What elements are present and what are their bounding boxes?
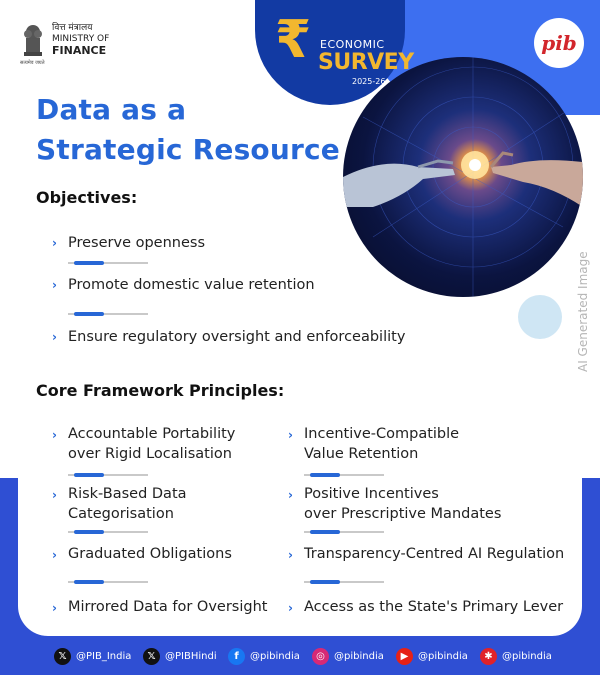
social-handle: @pibindia [418,651,468,662]
decorative-bubble [518,295,562,339]
koo-icon: ✱ [480,648,497,665]
principle-item [68,484,187,524]
chevron-right-icon: › [52,278,57,292]
rupee-icon: ₹ [275,10,312,70]
social-handle: @pibindia [502,651,552,662]
youtube-icon: ▶ [396,648,413,665]
ai-hands-illustration [343,57,583,297]
chevron-right-icon: › [288,548,293,562]
social-link[interactable] [143,648,217,665]
principle-line: Graduated Obligations [68,546,232,562]
principle-item [304,424,459,464]
objectives-heading: Objectives: [36,188,138,207]
pib-logo-text: pib [541,31,577,55]
badge-survey: SURVEY [318,50,414,75]
principle-item [304,544,564,564]
social-link[interactable] [312,648,384,665]
facebook-icon: f [228,648,245,665]
title-line1: Data as a [36,93,187,126]
item-underline [68,262,148,264]
item-underline [68,531,148,533]
national-emblem-icon [20,22,46,60]
badge-year: 2025-26 [352,77,386,86]
objective-item: Promote domestic value retention [68,277,315,293]
principle-line: Value Retention [304,446,419,462]
page-title [36,90,340,170]
social-link[interactable] [54,648,131,665]
item-underline [68,313,148,315]
ai-generated-label: AI Generated Image [576,251,590,372]
principles-heading: Core Framework Principles: [36,381,285,400]
principle-line: Access as the State's Primary Lever [304,599,564,615]
principle-item [68,544,232,564]
ai-hands-image [343,57,583,297]
principle-item [68,597,267,617]
principle-line: Mirrored Data for Oversight [68,599,268,615]
item-underline [68,474,148,476]
principle-line: over Prescriptive Mandates [304,506,502,522]
principle-line: Incentive-Compatible [304,426,460,442]
emblem-caption: सत्यमेव जयते [20,60,45,66]
social-handle: @pibindia [334,651,384,662]
ministry-hindi: वित्त मंत्रालय [52,23,93,33]
social-link[interactable] [228,648,300,665]
social-handle: @pibindia [250,651,300,662]
ministry-line1: MINISTRY OF [52,34,110,44]
social-link[interactable] [396,648,468,665]
item-underline [68,581,148,583]
item-underline [304,581,384,583]
principle-item [68,424,235,464]
item-underline [304,474,384,476]
social-handle: @PIBHindi [165,651,217,662]
objective-item: Preserve openness [68,235,206,251]
chevron-right-icon: › [52,428,57,442]
badge-economic: ECONOMIC [320,38,385,51]
chevron-right-icon: › [52,236,57,250]
chevron-right-icon: › [52,488,57,502]
principle-line: Accountable Portability [68,426,236,442]
chevron-right-icon: › [288,488,293,502]
pib-logo [534,18,584,68]
item-underline [304,531,384,533]
principle-line: Risk-Based Data [68,486,187,502]
principle-item [304,484,501,524]
chevron-right-icon: › [288,601,293,615]
chevron-right-icon: › [52,548,57,562]
principle-item [304,597,563,617]
chevron-right-icon: › [288,428,293,442]
social-handle: @PIB_India [76,651,132,662]
ministry-logo-text [52,23,109,56]
principle-line: over Rigid Localisation [68,446,232,462]
principle-line: Positive Incentives [304,486,439,502]
x-icon: 𝕏 [54,648,71,665]
x-icon: 𝕏 [143,648,160,665]
principle-line: Categorisation [68,506,174,522]
chevron-right-icon: › [52,330,57,344]
chevron-right-icon: › [52,601,57,615]
social-link[interactable] [480,648,552,665]
title-line2: Strategic Resource [36,133,340,166]
ministry-line2: FINANCE [52,44,107,57]
instagram-icon: ◎ [312,648,329,665]
objective-item: Ensure regulatory oversight and enforceability [68,329,406,345]
principle-line: Transparency-Centred AI Regulation [304,546,565,562]
